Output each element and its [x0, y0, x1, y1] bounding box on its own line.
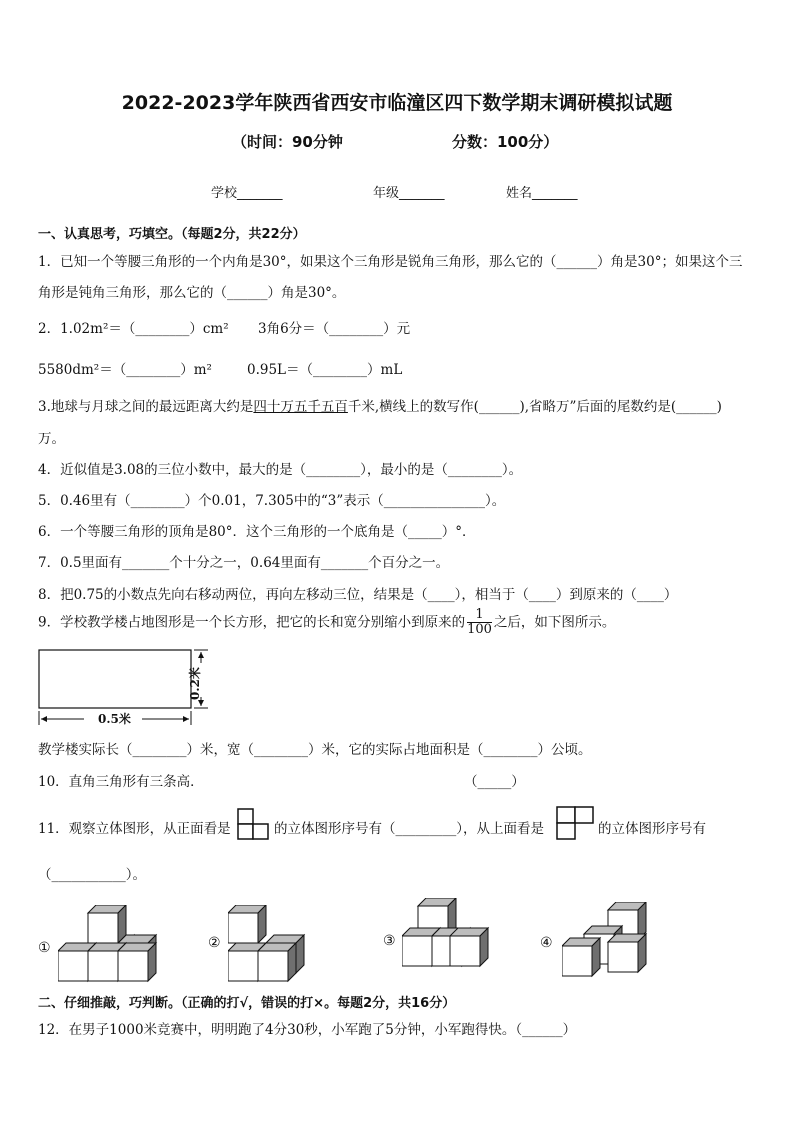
section-1-heading: 一、认真思考，巧填空。（每题2分，共22分）: [38, 227, 306, 242]
top-view-icon: [556, 806, 596, 840]
figure-1-label: ①: [38, 940, 51, 956]
school-field: 学校_______: [211, 186, 283, 201]
question-9: [38, 608, 615, 638]
fraction-numerator: 1: [467, 608, 492, 623]
grade-field: 年级_______: [373, 186, 445, 201]
cube-figure-3: [402, 898, 502, 978]
question-11-text-a: 11．观察立体图形，从正面看是: [38, 821, 231, 837]
name-field: 姓名_______: [506, 186, 578, 201]
fraction-denominator: 100: [467, 622, 492, 638]
cube-figure-1: [58, 905, 158, 985]
question-3-text: 3.地球与月球之间的最远距离大约是: [38, 399, 254, 415]
question-2-part-b: 3角6分＝（________）元: [258, 321, 411, 337]
figure-3-label: ③: [383, 933, 396, 949]
height-label: 0.2米: [188, 667, 202, 700]
question-9-answer: 教学楼实际长（________）米，宽（________）米，它的实际占地面积是（________）公顷。: [38, 742, 592, 758]
question-9-text: 9．学校教学楼占地图形是一个长方形，把它的长和宽分别缩小到原来的: [38, 614, 466, 631]
front-view-icon: [237, 808, 271, 840]
question-2-part-a: 2．1.02m²＝（________）cm²: [38, 321, 229, 337]
question-3-line-1: [38, 395, 722, 415]
question-6: 6．一个等腰三角形的顶角是80°．这个三角形的一个底角是（_____）°．: [38, 524, 476, 540]
width-label: 0.5米: [98, 712, 131, 726]
exam-time: （时间：90分钟: [232, 133, 343, 151]
question-11-answer-blank: （___________）。: [38, 867, 146, 883]
question-8: 8．把0.75的小数点先向右移动两位，再向左移动三位，结果是（____），相当于（____）到原来的（____）: [38, 587, 678, 603]
question-1-line-1: 1．已知一个等腰三角形的一个内角是30°，如果这个三角形是锐角三角形，那么它的（______）角是30°；如果这个三: [38, 254, 743, 270]
question-11-text-b: 的立体图形序号有（_________），从上面看是: [274, 821, 544, 837]
question-1-line-2: 角形是钝角三角形，那么它的（______）角是30°。: [38, 285, 346, 301]
question-9-text-end: 之后，如下图所示。: [493, 614, 616, 631]
question-10-answer-blank: （_____）: [464, 774, 525, 790]
question-3-line-2: 万。: [38, 431, 65, 447]
exam-score: 分数：100分）: [452, 133, 559, 151]
figure-2-label: ②: [208, 935, 221, 951]
question-5: 5．0.46里有（________）个0.01，7.305中的“3”表示（_______________）。: [38, 493, 506, 509]
question-4: 4．近似值是3.08的三位小数中，最大的是（________），最小的是（________）。: [38, 462, 523, 478]
page-title: 2022-2023学年陕西省西安市临潼区四下数学期末调研模拟试题: [121, 92, 673, 114]
figure-4-label: ④: [540, 935, 553, 951]
question-12: 12．在男子1000米竞赛中，明明跑了4分30秒，小军跑了5分钟，小军跑得快。（______）: [38, 1022, 577, 1038]
question-2-part-d: 0.95L＝（________）mL: [247, 362, 403, 378]
question-7: 7．0.5里面有_______个十分之一，0.64里面有_______个百分之一。: [38, 555, 450, 571]
fraction-one-hundredth: [467, 608, 492, 638]
question-11-text-c: 的立体图形序号有: [598, 821, 706, 837]
question-2-part-c: 5580dm²＝（________）m²: [38, 362, 212, 378]
question-3-text-end: 千米,横线上的数写作(______),省略万”后面的尾数约是(______): [347, 399, 722, 415]
cube-figure-2: [228, 905, 328, 985]
question-3-underlined-number: 四十万五千五百: [253, 399, 348, 415]
cube-figure-4: [562, 902, 662, 982]
section-2-heading: 二、仔细推敲，巧判断。（正确的打√，错误的打×。每题2分，共16分）: [38, 996, 456, 1011]
question-10: 10．直角三角形有三条高．: [38, 774, 204, 790]
